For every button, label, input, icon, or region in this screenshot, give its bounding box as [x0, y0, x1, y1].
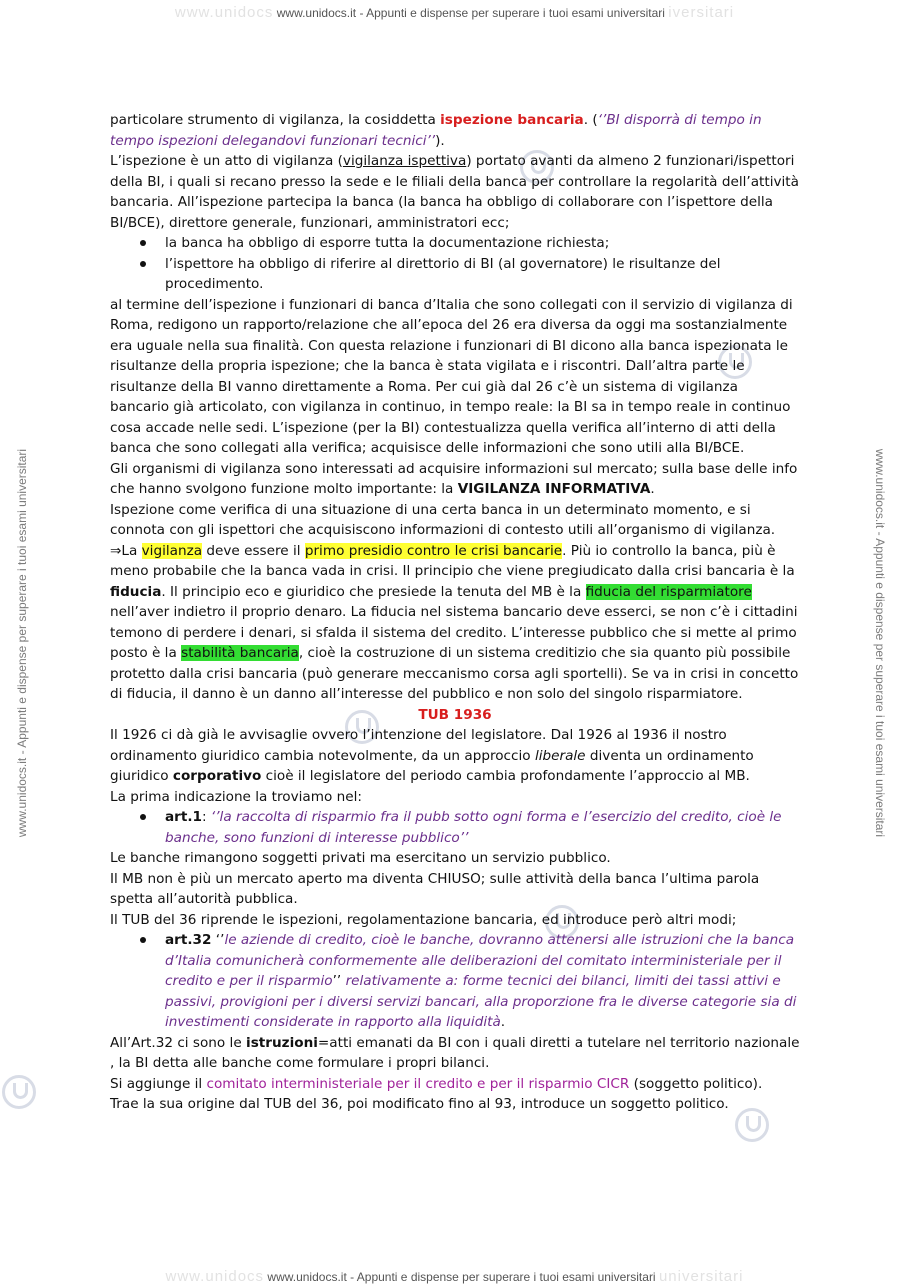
- arrow-icon: ⇒: [110, 542, 122, 559]
- text-run: Gli organismi di vigilanza sono interessati ad acquisire informazioni sul mercato; sulla base delle info che hanno svolgono funzione molto importante: la: [110, 460, 798, 497]
- bullet-list-art1: [110, 807, 800, 848]
- text-run: La: [121, 542, 142, 559]
- text-run: All’Art.32 ci sono le: [110, 1034, 247, 1051]
- text-run: nell’aver indietro il proprio denaro. La fiducia nel sistema bancario deve esserci, se non c’è i cittadini temono di perdere i denari, si sfalda il sistema del credito. L’interesse pubblico che si mette al primo posto è la: [110, 604, 798, 661]
- term-fiducia: fiducia: [110, 583, 162, 600]
- term-vigilanza-informativa: VIGILANZA INFORMATIVA: [457, 481, 651, 497]
- text-run: (soggetto politico).: [629, 1075, 763, 1092]
- quote-text: le aziende di credito, cioè le banche, dovranno attenersi alle istruzioni che la banca d’Italia comunicherà conformemente alle deliberazioni del comitato interministeriale per il credito e per il risparmio: [165, 932, 795, 989]
- highlight-fiducia-risparmiatore: fiducia del risparmiatore: [585, 583, 752, 600]
- text-run: diventa un ordinamento giuridico: [110, 747, 754, 784]
- text-run: ) portato avanti da almeno 2 funzionari/ispettori della BI, i quali si recano presso la sede e le filiali della banca per controllare la regolarità dell’attività bancaria. All’ispezione partecipa la banca (la banca ha obbligo di collaborare con l’ispettore della BI/BCE), direttore generale, funzionari, amministratori ecc;: [110, 153, 799, 231]
- text-run: . Più io controllo la banca, più è meno probabile che la banca vada in crisi. Il principio che viene pregiudicato dalla crisi bancaria è la: [110, 542, 795, 579]
- list-item: la banca ha obbligo di esporre tutta la documentazione richiesta;: [110, 233, 800, 254]
- text-run: deve essere il: [202, 542, 305, 559]
- watermark-ghost-right: universitari: [658, 1268, 744, 1285]
- list-item: [110, 807, 800, 848]
- text-run: , cioè la costruzione di un sistema creditizio che sia quanto più possibile protetto dalla crisi bancaria (può generare meccanismo corsa agli sportelli). Se va in crisi in concetto di fiducia, il danno è un danno all’interesse del pubblico e non solo del singolo risparmiatore.: [110, 645, 799, 702]
- text-run: ‘’: [211, 932, 225, 948]
- paragraph-rapporto: al termine dell’ispezione i funzionari di banca d’Italia che sono collegati con il servizio di vigilanza di Roma, redigono un rapporto/relazione che all’epoca del 26 era diversa da oggi ma sostanzialmente era uguale nella sua finalità. Con questa relazione i funzionari di BI dicono alla banca ispezionata le risultanze della propria ispezione; che la banca è stata vigilata e i riscontri. Dall’altra parte le risultanze della BI vanno direttamente a Roma. Per cui già dal 26 c’è un sistema di vigilanza bancario già articolato, con vigilanza in continuo, in tempo reale: la BI sa in tempo reale in continuo cosa accade nelle sedi. L’ispezione (per la BI) contestualizza quella verifica all’interno di atti della banca che sono collegati alla verifica; acquisisce delle informazioni che sono utili alla BI/BCE.: [110, 296, 793, 456]
- text-run: ’’: [332, 973, 346, 989]
- text-run: L’ispezione è un atto di vigilanza (: [110, 153, 343, 169]
- paragraph-istruzioni: [110, 1033, 800, 1074]
- text-run: :: [202, 809, 211, 825]
- watermark-banner-bottom: [0, 1268, 909, 1285]
- text-run: . Il principio eco e giuridico che presiede la tenuta del MB è la: [161, 583, 586, 600]
- paragraph-fiducia: [110, 541, 800, 705]
- quote-text: ‘’la raccolta di risparmio fra il pubb sotto ogni forma e l’esercizio del credito, cioè le banche, sono funzioni di interesse pubblico’’: [165, 809, 782, 846]
- text-run: . (: [583, 112, 598, 128]
- paragraph-mb-chiuso: Il MB non è più un mercato aperto ma diventa CHIUSO; sulle attività della banca l’ultima parola spetta all’autorità pubblica.: [110, 870, 760, 907]
- document-body: [110, 110, 800, 1115]
- list-item: [110, 930, 800, 1033]
- watermark-top-text: www.unidocs.it - Appunti e dispense per superare i tuoi esami universitari: [276, 6, 665, 20]
- highlight-stabilita-bancaria: stabilità bancaria: [181, 645, 299, 661]
- watermark-side-right: www.unidocs.it - Appunti e dispense per superare i tuoi esami universitari: [873, 448, 887, 838]
- term-ispezione-bancaria: ispezione bancaria: [440, 112, 584, 128]
- paragraph-tub-36: Il TUB del 36 riprende le ispezioni, regolamentazione bancaria, ed introduce però altri modi;: [110, 911, 737, 928]
- term-cicr: comitato interministeriale per il credito e per il risparmio CICR: [206, 1075, 630, 1092]
- watermark-logo-icon: [2, 1075, 36, 1109]
- watermark-side-left: www.unidocs.it - Appunti e dispense per superare i tuoi esami universitari: [15, 448, 29, 838]
- quote-text: relativamente a: forme tecnici dei bilanci, limiti dei tassi attivi e passivi, provigioni per i diversi servizi bancari, alla proporzione fra le diverse categorie sia di investimenti considerate in rapporto alla liquidità: [165, 973, 797, 1030]
- bullet-list-art32: [110, 930, 800, 1033]
- watermark-bottom-text: www.unidocs.it - Appunti e dispense per superare i tuoi esami universitari: [267, 1270, 656, 1284]
- paragraph-1926: [110, 725, 800, 787]
- text-run: .: [650, 481, 655, 497]
- term-vigilanza-ispettiva: vigilanza ispettiva: [342, 153, 467, 169]
- section-heading: TUB 1936: [418, 706, 492, 723]
- term-liberale: liberale: [534, 747, 586, 764]
- text-run: particolare strumento di vigilanza, la cosiddetta: [110, 112, 441, 128]
- text-run: .: [500, 1014, 506, 1030]
- term-corporativo: corporativo: [172, 768, 262, 784]
- bullet-list-obblighi: [110, 233, 800, 295]
- highlight-vigilanza: vigilanza: [141, 542, 203, 559]
- highlight-primo-presidio: primo presidio contro le crisi bancarie: [304, 542, 563, 559]
- paragraph-ispezione-bancaria: [110, 110, 800, 151]
- paragraph-banche-private: Le banche rimangono soggetti privati ma esercitano un servizio pubblico.: [110, 850, 611, 866]
- paragraph-cicr: [110, 1074, 800, 1095]
- watermark-ghost-right: iversitari: [668, 4, 735, 21]
- text-run: Si aggiunge il: [110, 1075, 207, 1092]
- article-label: art.1: [165, 809, 202, 825]
- text-run: =atti emanati da BI con i quali diretti a tutelare nel territorio nazionale , la BI detta alle banche come formulare i propri bilanci.: [110, 1034, 800, 1071]
- watermark-ghost-left: www.unidocs: [165, 1268, 265, 1285]
- paragraph-prima-indicazione: La prima indicazione la troviamo nel:: [110, 788, 362, 805]
- paragraph-ispezione-verifica: Ispezione come verifica di una situazione di una certa banca in un determinato momento, e si connota con gli ispettori che acquisiscono informazioni di contesto utili all’organismo di vigilanza.: [110, 501, 776, 538]
- term-istruzioni: istruzioni: [246, 1034, 318, 1051]
- list-item: l’ispettore ha obbligo di riferire al direttorio di BI (al governatore) le risultanze del procedimento.: [110, 254, 800, 295]
- text-run: Il 1926 ci dà già le avvisaglie ovvero l’intenzione del legislatore. Dal 1926 al 1936 il nostro ordinamento giuridico cambia notevolmente, da un approccio: [110, 727, 727, 764]
- paragraph-vigilanza-informativa: [110, 459, 800, 500]
- watermark-banner-top: [0, 4, 909, 21]
- text-run: cioè il legislatore del periodo cambia profondamente l’approccio al MB.: [261, 768, 750, 784]
- paragraph-origine: Trae la sua origine dal TUB del 36, poi modificato fino al 93, introduce un soggetto politico.: [110, 1096, 729, 1112]
- watermark-ghost-left: www.unidocs: [174, 4, 274, 21]
- text-run: ).: [435, 132, 445, 149]
- paragraph-vigilanza-ispettiva: [110, 151, 800, 233]
- article-label: art.32: [165, 932, 212, 948]
- quote-text: ‘’BI disporrà di tempo in tempo ispezioni delegandovi funzionari tecnici’’: [110, 112, 762, 149]
